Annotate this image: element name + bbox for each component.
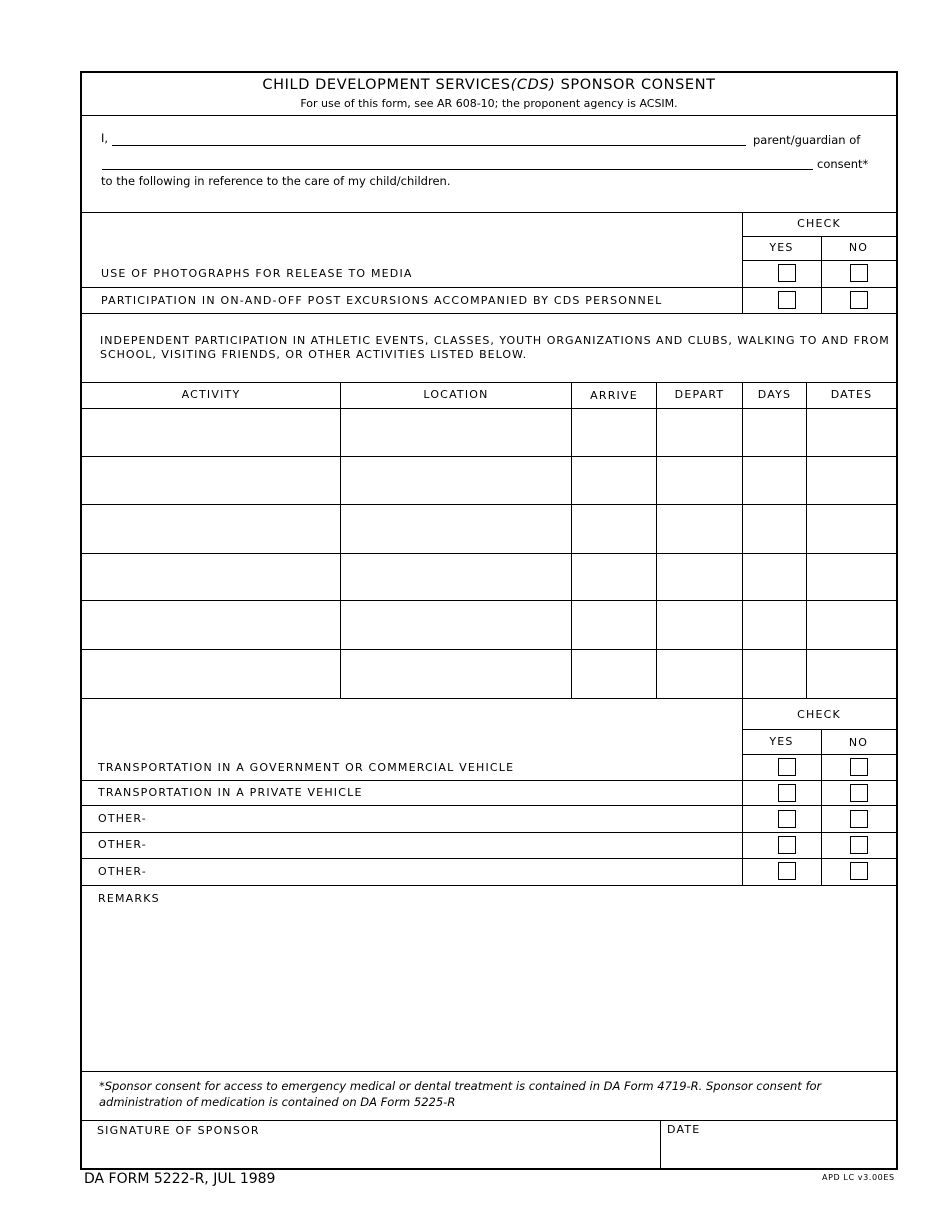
independent-line2: SCHOOL, VISITING FRIENDS, OR OTHER ACTIVITIES LISTED BELOW. — [100, 348, 528, 361]
no-checkbox[interactable] — [850, 810, 868, 828]
column-header-activity: ACTIVITY — [181, 388, 241, 401]
column-header-arrive: ARRIVE — [590, 389, 638, 402]
divider — [82, 885, 896, 886]
divider — [742, 729, 896, 730]
no-checkbox[interactable] — [850, 836, 868, 854]
table-row[interactable] — [82, 601, 896, 649]
i-label: I, — [101, 131, 109, 145]
form-title — [82, 77, 896, 93]
yes-checkbox[interactable] — [778, 836, 796, 854]
signature-divider — [660, 1120, 661, 1168]
divider — [742, 236, 896, 237]
title-suffix: SPONSOR CONSENT — [555, 77, 716, 93]
form-subtitle: For use of this form, see AR 608-10; the proponent agency is ACSIM. — [300, 97, 678, 110]
divider — [82, 858, 896, 859]
divider — [82, 698, 896, 699]
yes-checkbox[interactable] — [778, 264, 796, 282]
column-header-location: LOCATION — [423, 388, 489, 401]
no-checkbox[interactable] — [850, 264, 868, 282]
remarks-label: REMARKS — [98, 892, 160, 905]
no-checkbox[interactable] — [850, 758, 868, 776]
divider — [742, 260, 896, 261]
no-header: NO — [848, 736, 869, 749]
child-name-field[interactable] — [102, 153, 813, 170]
divider — [82, 805, 896, 806]
divider — [82, 832, 896, 833]
check-col-left — [742, 698, 743, 885]
reference-text: to the following in reference to the care of my child/children. — [101, 174, 451, 188]
check-item-label: OTHER- — [98, 865, 147, 878]
no-checkbox[interactable] — [850, 862, 868, 880]
signature-label: SIGNATURE OF SPONSOR — [97, 1124, 260, 1137]
yes-checkbox[interactable] — [778, 784, 796, 802]
table-row[interactable] — [82, 650, 896, 698]
check-header: CHECK — [797, 708, 841, 721]
table-row[interactable] — [82, 409, 896, 456]
check-item-label: PARTICIPATION IN ON-AND-OFF POST EXCURSIONS ACCOMPANIED BY CDS PERSONNEL — [101, 294, 663, 307]
title-prefix: CHILD DEVELOPMENT SERVICES — [262, 77, 511, 93]
yes-checkbox[interactable] — [778, 291, 796, 309]
column-header-depart: DEPART — [674, 388, 725, 401]
divider — [82, 313, 896, 314]
no-header: NO — [848, 241, 869, 254]
check-item-label: USE OF PHOTOGRAPHS FOR RELEASE TO MEDIA — [101, 267, 413, 280]
remarks-field[interactable] — [84, 908, 898, 1072]
consent-label: consent* — [817, 157, 869, 171]
divider — [82, 1071, 896, 1072]
no-checkbox[interactable] — [850, 784, 868, 802]
table-row[interactable] — [82, 554, 896, 600]
title-cds: (CDS) — [510, 77, 556, 93]
independent-line1: INDEPENDENT PARTICIPATION IN ATHLETIC EVENTS, CLASSES, YOUTH ORGANIZATIONS AND CLUBS, WALKING TO AND FROM — [100, 334, 890, 347]
divider — [82, 382, 896, 383]
date-field[interactable] — [662, 1121, 895, 1167]
sponsor-name-field[interactable] — [112, 129, 746, 146]
form-id: DA FORM 5222-R, JUL 1989 — [84, 1171, 276, 1187]
date-label: DATE — [667, 1123, 701, 1136]
column-header-dates: DATES — [830, 388, 873, 401]
parent-guardian-label: parent/guardian of — [753, 133, 861, 147]
footnote-line2: administration of medication is contained on DA Form 5225-R — [99, 1095, 456, 1109]
table-row[interactable] — [82, 457, 896, 504]
yes-header: YES — [769, 241, 794, 254]
yes-checkbox[interactable] — [778, 810, 796, 828]
yes-checkbox[interactable] — [778, 758, 796, 776]
check-item-label: TRANSPORTATION IN A PRIVATE VEHICLE — [98, 786, 363, 799]
check-item-label: OTHER- — [98, 838, 147, 851]
footnote-line1: *Sponsor consent for access to emergency medical or dental treatment is contained in DA Form 4719-R. Sponsor consent for — [99, 1079, 822, 1093]
form-version: APD LC v3.00ES — [822, 1173, 895, 1182]
check-col-mid — [821, 729, 822, 885]
check-item-label: TRANSPORTATION IN A GOVERNMENT OR COMMERCIAL VEHICLE — [98, 761, 515, 774]
yes-header: YES — [769, 735, 794, 748]
divider — [742, 754, 896, 755]
divider — [82, 115, 896, 116]
divider — [82, 212, 896, 213]
table-row[interactable] — [82, 505, 896, 553]
signature-field[interactable] — [84, 1121, 659, 1167]
check-header: CHECK — [797, 217, 841, 230]
no-checkbox[interactable] — [850, 291, 868, 309]
divider — [82, 780, 896, 781]
column-header-days: DAYS — [757, 388, 792, 401]
divider — [82, 287, 896, 288]
check-item-label: OTHER- — [98, 812, 147, 825]
yes-checkbox[interactable] — [778, 862, 796, 880]
